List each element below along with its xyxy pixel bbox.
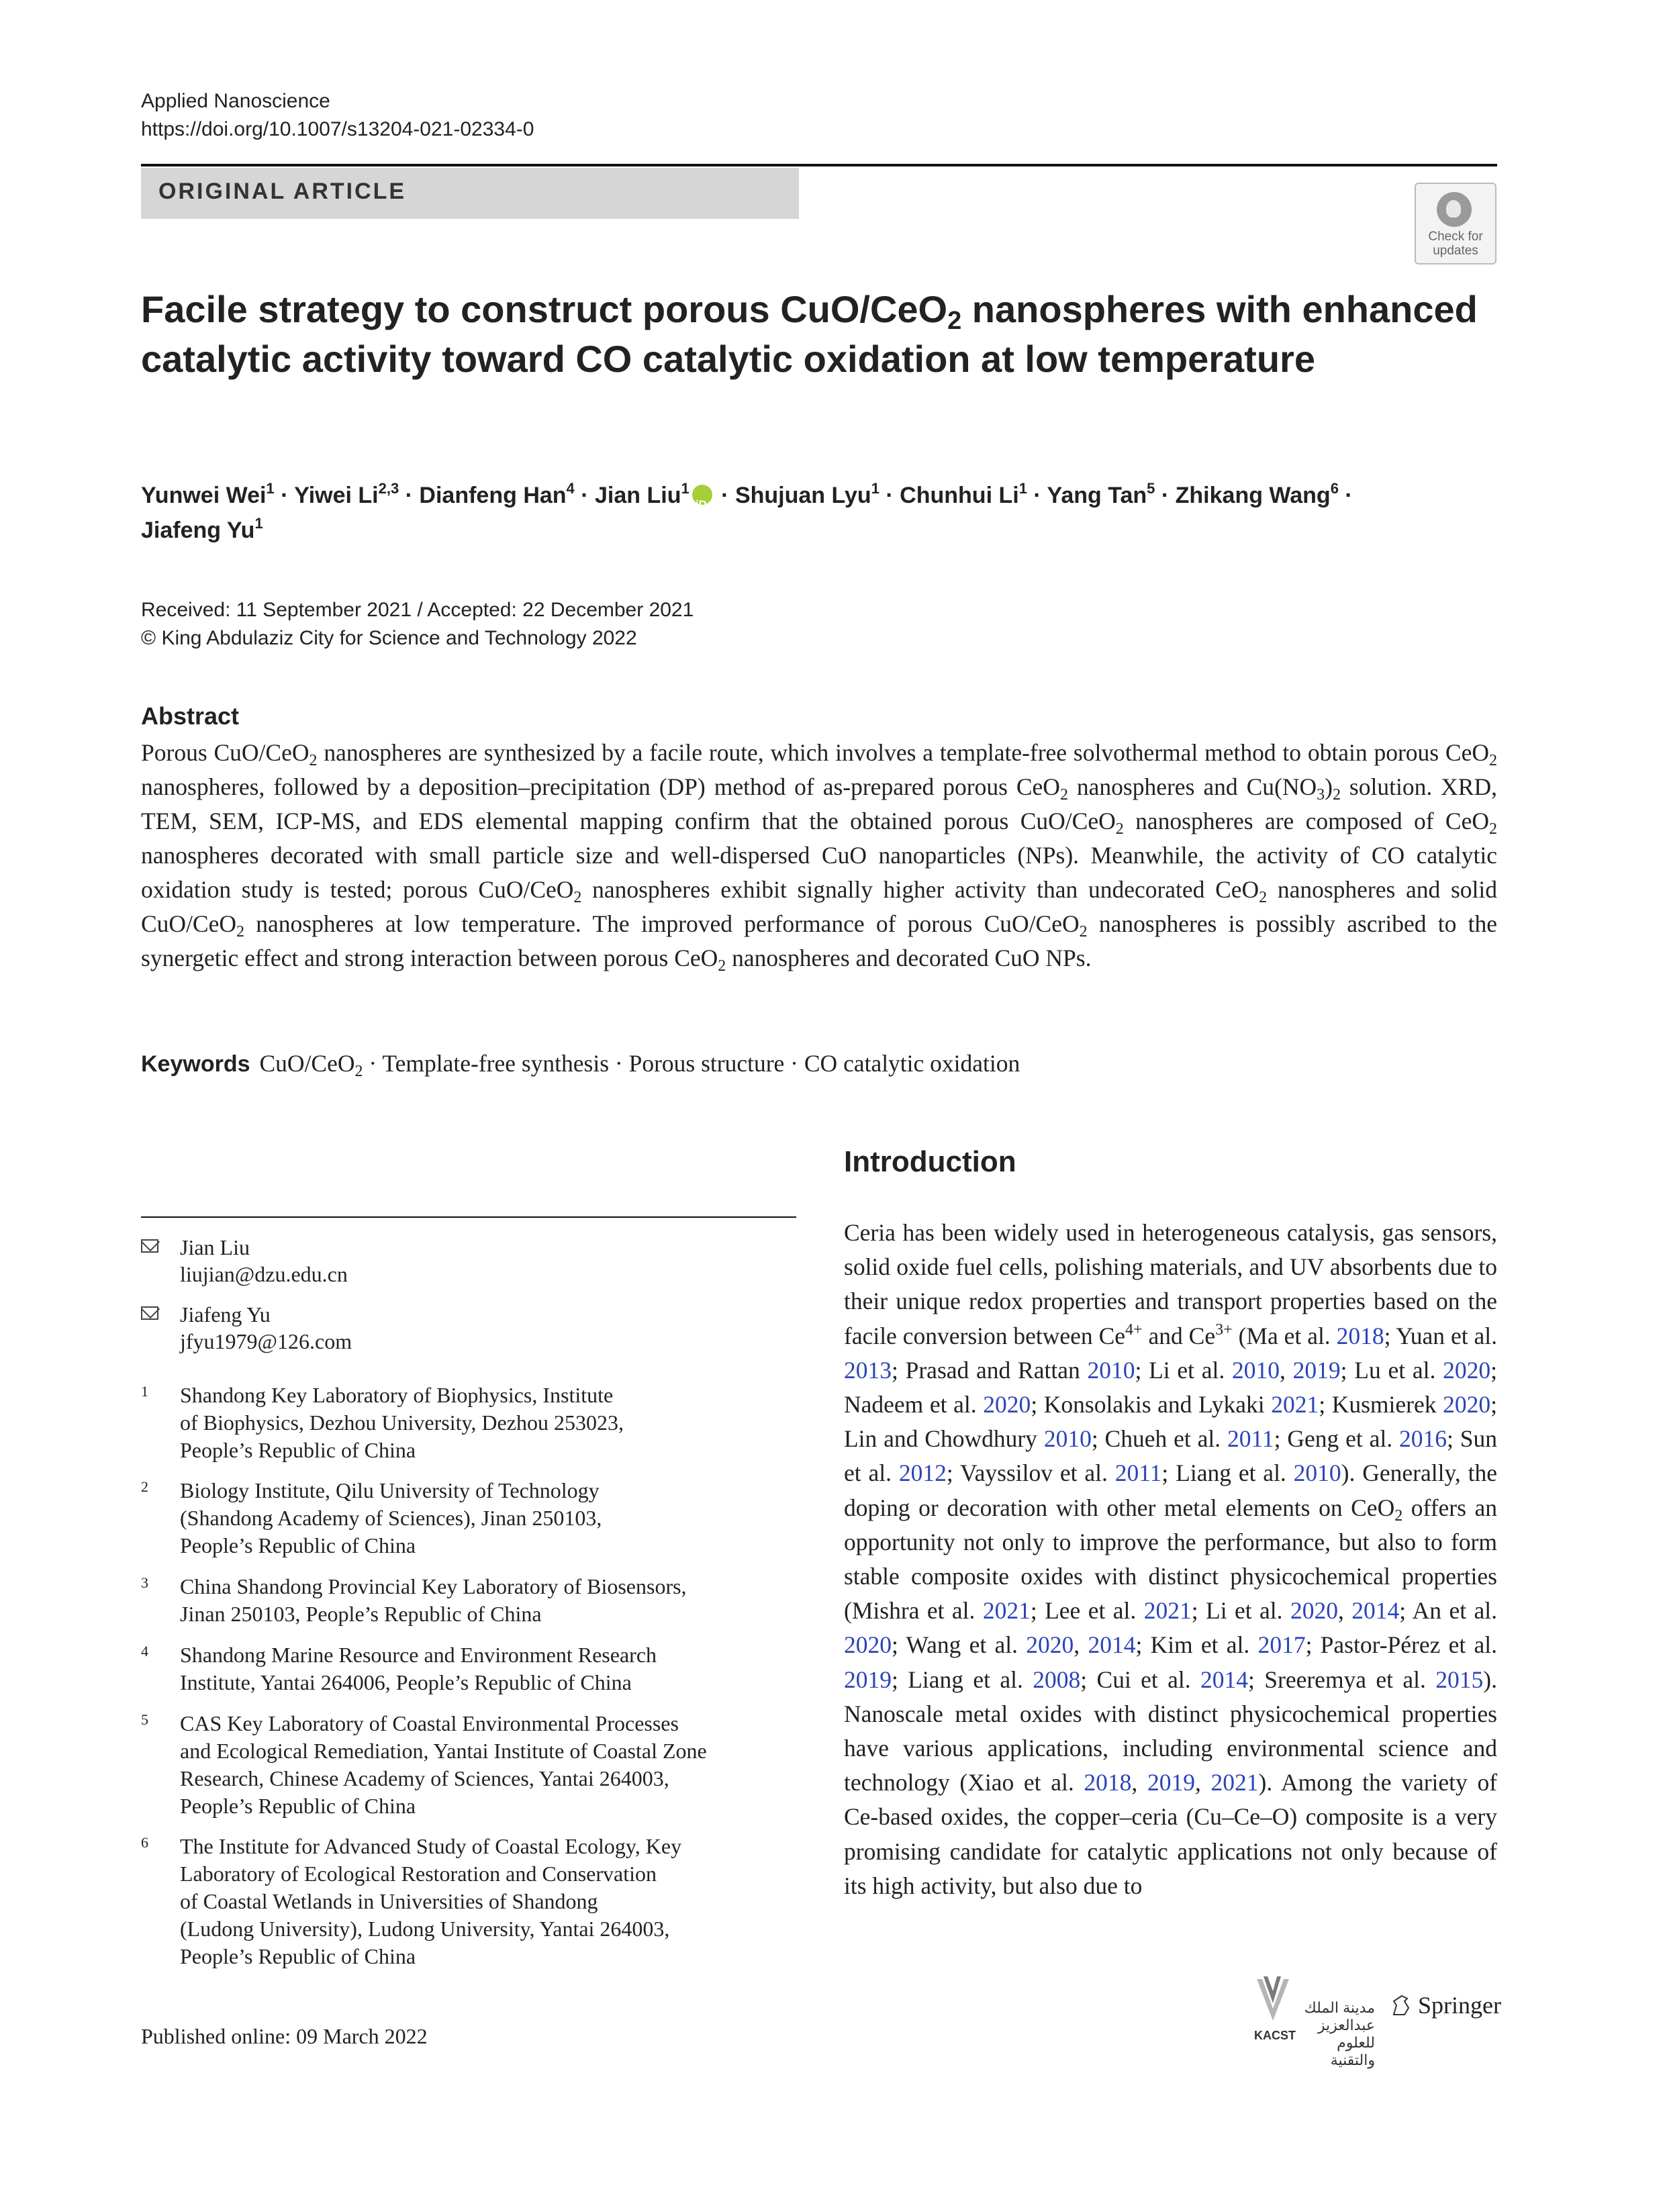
springer-label: Springer: [1418, 1992, 1501, 2019]
author[interactable]: Yang Tan$^5$: [1047, 480, 1155, 508]
citation-link[interactable]: 2018: [1336, 1322, 1384, 1349]
correspondent-email[interactable]: jfyu1979@126.com: [180, 1329, 352, 1353]
citation-link[interactable]: 2010: [1043, 1425, 1092, 1453]
citation-link[interactable]: 2012: [898, 1459, 947, 1487]
keywords: Keywords CuO/CeO$_2$ · Template-free synthesis · Porous structure · CO catalytic oxidation: [141, 1050, 1020, 1080]
kacst-arabic-text: مدينة الملك عبدالعزيز للعلوم والتقنية: [1304, 1999, 1375, 2068]
article-type-label: ORIGINAL ARTICLE: [158, 179, 407, 204]
affiliation-line: People’s Republic of China: [180, 1794, 416, 1818]
citation-link[interactable]: 2008: [1033, 1666, 1081, 1693]
citation-link[interactable]: 2019: [1147, 1769, 1195, 1796]
author[interactable]: Shujuan Lyu$^1$: [734, 480, 879, 508]
journal-header: [141, 87, 534, 144]
affiliation-number: 5: [141, 1711, 148, 1728]
affiliation-line: CAS Key Laboratory of Coastal Environmental Processes: [180, 1711, 679, 1735]
author[interactable]: Chunhui Li$^1$: [900, 480, 1027, 508]
citation-link[interactable]: 2019: [844, 1666, 892, 1693]
author-separator: ·: [1338, 483, 1353, 508]
citation-link[interactable]: 2011: [1114, 1459, 1162, 1487]
citation-link[interactable]: 2021: [982, 1597, 1031, 1625]
affiliation-line: Institute, Yantai 264006, People’s Republic of China: [180, 1670, 632, 1694]
affiliation-line: Shandong Key Laboratory of Biophysics, Institute: [180, 1383, 614, 1407]
author-separator: ·: [714, 483, 735, 508]
author-separator: ·: [399, 483, 420, 508]
affiliation-line: People’s Republic of China: [180, 1944, 416, 1968]
affiliation-line: Biology Institute, Qilu University of Technology: [180, 1478, 600, 1502]
affiliation-line: Research, Chinese Academy of Sciences, Yantai 264003,: [180, 1766, 669, 1790]
footnote-rule: [141, 1216, 796, 1218]
check-for-updates-badge[interactable]: [1415, 183, 1496, 265]
introduction-text: Ceria has been widely used in heterogeneous catalysis, gas sensors, solid oxide fuel cells, polishing materials, and UV absorbents due to their unique redox properties and transport properties based on the facile conversion between $Ce^{4+}$ and $Ce^{3+}$ (Ma et al. 2018; Yuan et al. 2013; Prasad and Rattan 2010; Li et al. 2010, 2019; Lu et al. 2020; Nadeem et al. 2020; Konsolakis and Lykaki 2021; Kusmierek 2020; Lin and Chowdhury 2010; Chueh et al. 2011; Geng et al. 2016; Sun et al. 2012; Vayssilov et al. 2011; Liang et al. 2010). Generally, the doping or decoration with other metal elements on CeO$_2$ offers an opportunity not only to improve the performance, but also to form stable composite oxides with distinct physicochemical properties (Mishra et al. 2021; Lee et al. 2021; Li et al. 2020, 2014; An et al. 2020; Wang et al. 2020, 2014; Kim et al. 2017; Pastor-Pérez et al. 2019; Liang et al. 2008; Cui et al. 2014; Sreeremya et al. 2015). Nanoscale metal oxides with distinct physicochemical properties have various applications, including environmental science and technology (Xiao et al. 2018, 2019, 2021). Among the variety of Ce-based oxides, the copper–ceria (Cu–Ce–O) composite is a very promising candidate for catalytic applications not only because of its high activity, but also due to: [844, 1219, 1498, 1899]
citation-link[interactable]: 2018: [1084, 1769, 1132, 1796]
article-dates: [141, 596, 694, 653]
affiliation-line: of Coastal Wetlands in Universities of Shandong: [180, 1889, 598, 1913]
affiliation-line: Shandong Marine Resource and Environment Research: [180, 1643, 657, 1667]
citation-link[interactable]: 2016: [1399, 1425, 1447, 1453]
introduction-heading: Introduction: [844, 1145, 1016, 1178]
citation-link[interactable]: 2021: [1210, 1769, 1259, 1796]
citation-link[interactable]: 2014: [1200, 1666, 1249, 1693]
affiliation-1: [141, 1382, 796, 1464]
citation-link[interactable]: 2019: [1292, 1356, 1341, 1384]
author-separator: ·: [574, 483, 596, 508]
author-list: [141, 478, 1504, 548]
correspondence-entry: [141, 1234, 348, 1288]
affiliation-6: [141, 1833, 796, 1970]
envelope-icon: [141, 1306, 158, 1320]
affiliation-5: [141, 1710, 796, 1820]
correspondent-name: Jiafeng Yu: [180, 1302, 271, 1327]
author[interactable]: Yiwei Li$^{2,3}$: [294, 480, 399, 508]
kacst-emblem-icon: [1254, 1974, 1292, 2026]
correspondence-entry: [141, 1301, 352, 1355]
orcid-icon[interactable]: [692, 485, 712, 505]
citation-link[interactable]: 2020: [1443, 1391, 1491, 1418]
published-online: Published online: 09 March 2022: [141, 2024, 428, 2048]
author[interactable]: Jian Liu$^1$iD: [595, 483, 715, 508]
journal-name: Applied Nanoscience: [141, 90, 330, 112]
author[interactable]: Jiafeng Yu$^1$: [141, 515, 263, 543]
copyright: © King Abdulaziz City for Science and Technology 2022: [141, 627, 637, 649]
affiliation-3: [141, 1573, 796, 1628]
affiliation-number: 2: [141, 1478, 148, 1495]
citation-link[interactable]: 2020: [1290, 1597, 1338, 1625]
abstract-text: Porous CuO/CeO$_2$ nanospheres are synthesized by a facile route, which involves a template-free solvothermal method to obtain porous CeO$_2$ nanospheres, followed by a deposition–precipitation (DP) method of as-prepared porous CeO$_2$ nanospheres and $Cu(NO_3)_2$ solution. XRD, TEM, SEM, ICP-MS, and EDS elemental mapping confirm that the obtained porous CuO/CeO$_2$ nanospheres are composed of CeO$_2$ nanospheres decorated with small particle size and well-dispersed CuO nanoparticles (NPs). Meanwhile, the activity of CO catalytic oxidation study is tested; porous CuO/CeO$_2$ nanospheres exhibit signally higher activity than undecorated CeO$_2$ nanospheres and solid CuO/CeO$_2$ nanospheres at low temperature. The improved performance of porous CuO/CeO$_2$ nanospheres is possibly ascribed to the synergetic effect and strong interaction between porous CeO$_2$ nanospheres and decorated CuO NPs.: [141, 739, 1497, 975]
citation-link[interactable]: 2013: [844, 1356, 892, 1384]
abstract-heading: Abstract: [141, 702, 240, 730]
affiliation-line: (Ludong University), Ludong University, Yantai 264003,: [180, 1917, 670, 1941]
citation-link[interactable]: 2020: [983, 1391, 1031, 1418]
springer-horse-icon: [1390, 1994, 1413, 2017]
citation-link[interactable]: 2014: [1088, 1631, 1136, 1659]
doi-link[interactable]: https://doi.org/10.1007/s13204-021-02334-0: [141, 118, 534, 140]
article-title: Facile strategy to construct porous CuO/CeO$_2$ nanospheres with enhanced catalytic activity toward CO catalytic oxidation at low temperature: [141, 288, 1478, 380]
citation-link[interactable]: 2014: [1351, 1597, 1400, 1625]
author-separator: ·: [1155, 483, 1176, 508]
affiliation-2: [141, 1477, 796, 1559]
affiliation-line: People’s Republic of China: [180, 1438, 416, 1462]
citation-link[interactable]: 2011: [1227, 1425, 1274, 1453]
author-separator: ·: [1027, 483, 1047, 508]
author-separator: ·: [879, 483, 900, 508]
header-rule: [141, 164, 1497, 166]
check-updates-label: Check for updates: [1428, 230, 1483, 258]
springer-logo: [1390, 1991, 1501, 2019]
keywords-label: Keywords: [141, 1051, 250, 1077]
author-separator: ·: [274, 483, 295, 508]
citation-link[interactable]: 2010: [1293, 1459, 1341, 1487]
correspondent-email[interactable]: liujian@dzu.edu.cn: [180, 1262, 348, 1286]
affiliation-line: China Shandong Provincial Key Laboratory of Biosensors,: [180, 1574, 687, 1598]
affiliation-number: 1: [141, 1383, 148, 1400]
citation-link[interactable]: 2015: [1435, 1666, 1484, 1693]
author[interactable]: Zhikang Wang$^6$: [1175, 480, 1339, 508]
citation-link[interactable]: 2017: [1257, 1631, 1306, 1659]
check-updates-icon: [1437, 192, 1472, 227]
author[interactable]: Yunwei Wei$^1$: [141, 480, 275, 508]
citation-link[interactable]: 2020: [844, 1631, 892, 1659]
citation-link[interactable]: 2020: [1443, 1356, 1491, 1384]
kacst-logo: [1254, 1974, 1388, 2068]
received-accepted: Received: 11 September 2021 / Accepted: 22 December 2021: [141, 599, 694, 621]
affiliation-line: (Shandong Academy of Sciences), Jinan 250103,: [180, 1506, 602, 1530]
article-type-banner: [141, 168, 799, 219]
affiliation-4: [141, 1641, 796, 1696]
citation-link[interactable]: 2010: [1087, 1356, 1135, 1384]
kacst-text: KACST: [1254, 2029, 1296, 2042]
citation-link[interactable]: 2021: [1271, 1391, 1319, 1418]
affiliation-number: 4: [141, 1643, 148, 1660]
affiliation-number: 3: [141, 1574, 148, 1591]
affiliation-line: Jinan 250103, People’s Republic of China: [180, 1602, 542, 1626]
affiliation-line: People’s Republic of China: [180, 1533, 416, 1557]
correspondent-name: Jian Liu: [180, 1235, 250, 1259]
author[interactable]: Dianfeng Han$^4$: [419, 480, 575, 508]
affiliation-line: Laboratory of Ecological Restoration and Conservation: [180, 1862, 657, 1886]
citation-link[interactable]: 2010: [1232, 1356, 1280, 1384]
affiliation-line: of Biophysics, Dezhou University, Dezhou 253023,: [180, 1410, 624, 1435]
affiliation-line: and Ecological Remediation, Yantai Institute of Coastal Zone: [180, 1739, 707, 1763]
affiliation-number: 6: [141, 1834, 148, 1851]
citation-link[interactable]: 2021: [1143, 1597, 1192, 1625]
citation-link[interactable]: 2020: [1026, 1631, 1074, 1659]
affiliation-line: The Institute for Advanced Study of Coastal Ecology, Key: [180, 1834, 682, 1858]
envelope-icon: [141, 1239, 158, 1253]
